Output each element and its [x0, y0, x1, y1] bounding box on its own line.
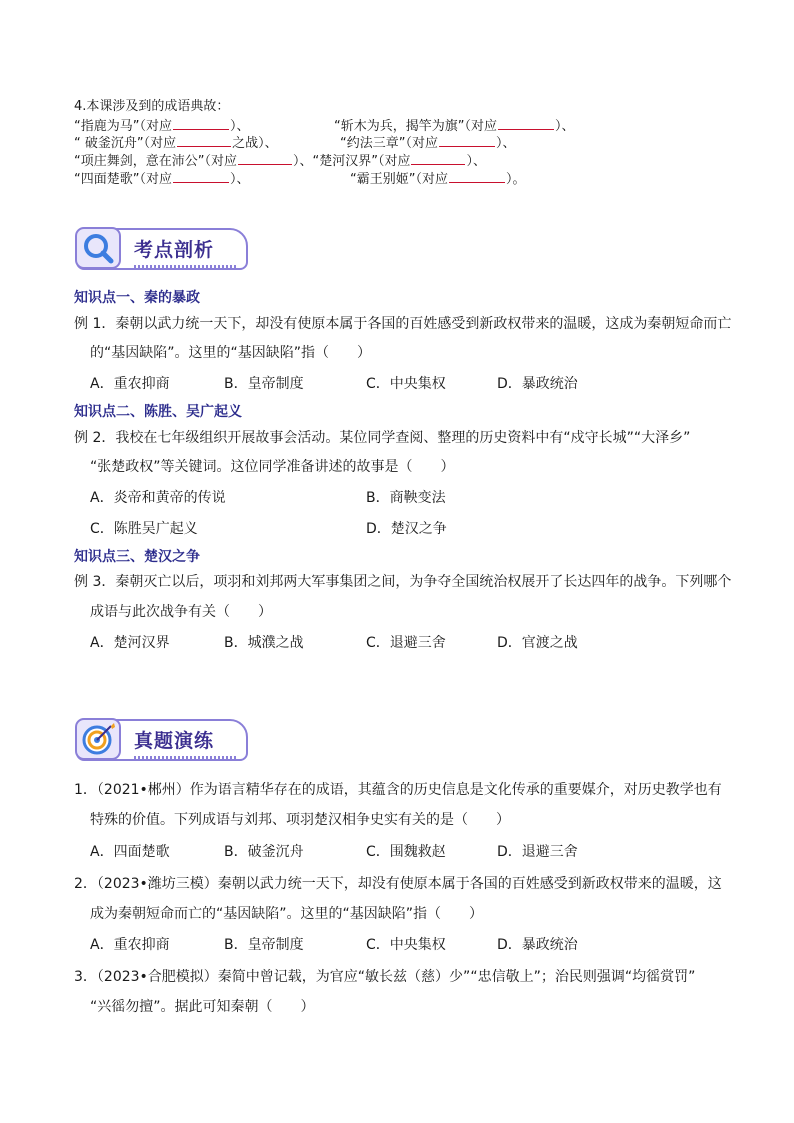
option-a[interactable]: A．重农抑商	[90, 937, 170, 953]
question-stem-line-2: 成为秦朝短命而亡的“基因缺陷”。这里的“基因缺陷”指（ ）	[90, 906, 484, 922]
q4-intro: 4.本课涉及到的成语典故：	[74, 99, 230, 114]
idiom-pofuchenzhou: “ 破釜沉舟”（对应	[74, 136, 177, 151]
example-stem-line-2: 成语与此次战争有关（ ）	[90, 604, 272, 620]
question-stem-line-1: 1．（2021•郴州）作为语言精华存在的成语，其蕴含的历史信息是文化传承的重要媒介，对历史教学也有	[74, 782, 722, 798]
question-stem-line-1: 3．（2023•合肥模拟）秦简中曾记载，为官应“敏长兹（慈）少”“忠信敬上”；治民则强调“均徭赏罚”	[74, 969, 696, 985]
option-d[interactable]: D．官渡之战	[497, 635, 578, 651]
idiom-bawangbieji: “霸王别姬”（对应	[350, 172, 448, 187]
answer-blank[interactable]	[498, 116, 554, 130]
q4-line-4b: “霸王别姬”（对应 ）。	[350, 169, 526, 188]
option-a[interactable]: A．楚河汉界	[90, 635, 170, 651]
q4-line-3: “项庄舞剑，意在沛公”（对应 ）、“楚河汉界”（对应 ）、	[74, 151, 486, 170]
answer-blank[interactable]	[411, 151, 465, 165]
option-d[interactable]: D．楚汉之争	[366, 521, 447, 537]
knowledge-point-title: 知识点三、楚汉之争	[74, 549, 200, 565]
option-b[interactable]: B．商鞅变法	[366, 490, 446, 506]
idiom-yuefasanzhang: “约法三章”（对应	[340, 136, 438, 151]
option-a[interactable]: A．四面楚歌	[90, 844, 170, 860]
magnifier-icon	[70, 222, 126, 274]
example-stem-line-2: “张楚政权”等关键词。这位同学准备讲述的故事是（ ）	[90, 459, 455, 475]
section-banner-analysis	[70, 222, 248, 274]
question-number: 3．	[74, 969, 97, 985]
knowledge-point-title: 知识点二、陈胜、吴广起义	[74, 404, 242, 420]
q4-line-1b: “斩木为兵，揭竿为旗”（对应 ）、	[334, 116, 575, 135]
option-c[interactable]: C．陈胜吴广起义	[90, 521, 198, 537]
option-c[interactable]: C．退避三舍	[366, 635, 446, 651]
answer-blank[interactable]	[439, 133, 495, 147]
option-b[interactable]: B．皇帝制度	[224, 937, 304, 953]
example-stem-line-1: 例 3．秦朝灭亡以后，项羽和刘邦两大军事集团之间，为争夺全国统治权展开了长达四年的战争。下列哪个	[74, 574, 732, 590]
answer-blank[interactable]	[173, 116, 229, 130]
banner-stripe	[134, 265, 238, 270]
question-number: 1．	[74, 782, 97, 798]
question-number: 2．	[74, 876, 97, 892]
option-b[interactable]: B．破釜沉舟	[224, 844, 304, 860]
banner-title: 考点剖析	[134, 239, 215, 261]
section-banner-practice	[70, 713, 248, 765]
idiom-zhiluweima: “指鹿为马”（对应	[74, 119, 172, 134]
option-c[interactable]: C．围魏救赵	[366, 844, 446, 860]
q4-line-1: “指鹿为马”（对应 ）、	[74, 116, 250, 135]
answer-blank[interactable]	[173, 169, 229, 183]
option-c[interactable]: C．中央集权	[366, 937, 446, 953]
option-a[interactable]: A．重农抑商	[90, 376, 170, 392]
knowledge-point-title: 知识点一、秦的暴政	[74, 290, 200, 306]
example-label: 例 3	[74, 574, 102, 590]
question-stem-line-2: “兴徭勿擅”。据此可知秦朝（ ）	[90, 999, 315, 1015]
answer-blank[interactable]	[238, 151, 292, 165]
answer-blank[interactable]	[449, 169, 505, 183]
question-stem-line-2: 特殊的价值。下列成语与刘邦、项羽楚汉相争史实有关的是（ ）	[90, 812, 510, 828]
example-label: 例 2	[74, 430, 102, 446]
option-a[interactable]: A．炎帝和黄帝的传说	[90, 490, 226, 506]
option-d[interactable]: D．退避三舍	[497, 844, 578, 860]
example-label: 例 1	[74, 316, 102, 332]
target-icon	[70, 713, 126, 765]
example-stem-line-2: 的“基因缺陷”。这里的“基因缺陷”指（ ）	[90, 345, 372, 361]
example-stem-line-1: 例 1．秦朝以武力统一天下，却没有使原本属于各国的百姓感受到新政权带来的温暖，这成为秦朝短命而亡	[74, 316, 732, 332]
q4-line-2b: “约法三章”（对应 ）、	[340, 133, 516, 152]
idiom-xiangzhuangwujian: “项庄舞剑，意在沛公”（对应	[74, 154, 237, 169]
idiom-chuhehanjie: ）、“楚河汉界”（对应	[292, 154, 411, 169]
option-d[interactable]: D．暴政统治	[497, 376, 578, 392]
q4-line-4: “四面楚歌”（对应 ）、	[74, 169, 250, 188]
option-d[interactable]: D．暴政统治	[497, 937, 578, 953]
option-c[interactable]: C．中央集权	[366, 376, 446, 392]
idiom-zhanmuweibing: “斩木为兵，揭竿为旗”（对应	[334, 119, 497, 134]
option-b[interactable]: B．皇帝制度	[224, 376, 304, 392]
q4-line-2: “ 破釜沉舟”（对应 之战）、	[74, 133, 278, 152]
option-b[interactable]: B．城濮之战	[224, 635, 304, 651]
idiom-simianchuge: “四面楚歌”（对应	[74, 172, 172, 187]
question-stem-line-1: 2．（2023•潍坊三模）秦朝以武力统一天下，却没有使原本属于各国的百姓感受到新政权带来的温暖，这	[74, 876, 722, 892]
banner-title: 真题演练	[134, 730, 215, 752]
example-stem-line-1: 例 2．我校在七年级组织开展故事会活动。某位同学查阅、整理的历史资料中有“戍守长城”“大泽乡”	[74, 430, 691, 446]
banner-stripe	[134, 756, 238, 761]
answer-blank[interactable]	[177, 133, 231, 147]
